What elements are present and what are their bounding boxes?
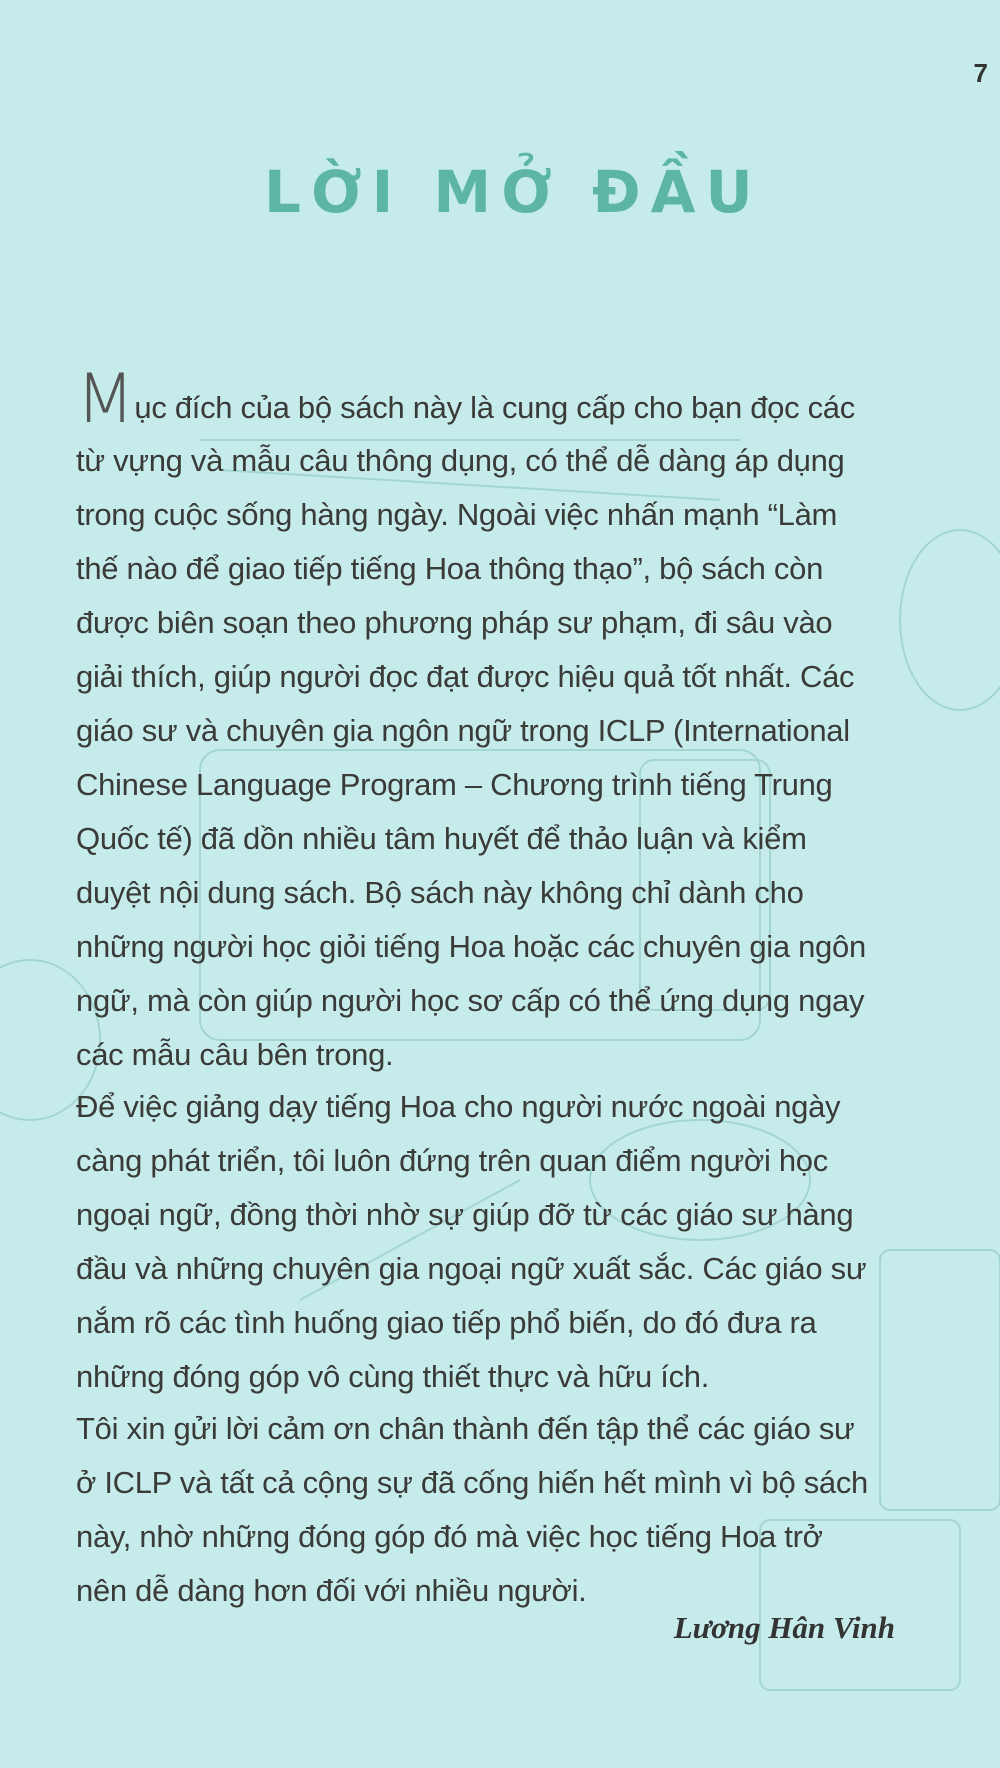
text-line: ngữ, mà còn giúp người học sơ cấp có thể ứng dụng ngay	[76, 983, 865, 1018]
text-line: những đóng góp vô cùng thiết thực và hữu ích.	[76, 1359, 710, 1394]
text-line: ngoại ngữ, đồng thời nhờ sự giúp đỡ từ các giáo sư hàng	[76, 1197, 854, 1232]
text-line: Tôi xin gửi lời cảm ơn chân thành đến tập thể các giáo sư	[76, 1411, 855, 1446]
text-line: càng phát triển, tôi luôn đứng trên quan điểm người học	[76, 1143, 828, 1178]
text-line: thế nào để giao tiếp tiếng Hoa thông thạo”, bộ sách còn	[76, 551, 824, 586]
text-line-content: ục đích của bộ sách này là cung cấp cho bạn đọc các	[134, 390, 855, 425]
text-line: Chinese Language Program – Chương trình tiếng Trung	[76, 767, 833, 802]
text-line: duyệt nội dung sách. Bộ sách này không chỉ dành cho	[76, 875, 804, 910]
text-line: giáo sư và chuyên gia ngôn ngữ trong ICLP (International	[76, 713, 850, 748]
text-line: đầu và những chuyên gia ngoại ngữ xuất sắc. Các giáo sư	[76, 1251, 867, 1286]
text-line: nắm rõ các tình huống giao tiếp phổ biến, do đó đưa ra	[76, 1305, 817, 1340]
drop-cap: M	[76, 360, 135, 439]
page-title: LỜI MỞ ĐẦU	[264, 158, 763, 226]
text-line: được biên soạn theo phương pháp sư phạm, đi sâu vào	[76, 605, 833, 640]
text-line: trong cuộc sống hàng ngày. Ngoài việc nhấn mạnh “Làm	[76, 497, 838, 532]
text-line: này, nhờ những đóng góp đó mà việc học tiếng Hoa trở	[76, 1519, 823, 1554]
text-line: những người học giỏi tiếng Hoa hoặc các chuyên gia ngôn	[76, 929, 866, 964]
text-line: nên dễ dàng hơn đối với nhiều người.	[76, 1573, 587, 1608]
text-line: ở ICLP và tất cả cộng sự đã cống hiến hết mình vì bộ sách	[76, 1465, 868, 1500]
text-line: giải thích, giúp người đọc đạt được hiệu quả tốt nhất. Các	[76, 659, 855, 694]
text-line: Quốc tế) đã dồn nhiều tâm huyết để thảo luận và kiểm	[76, 821, 807, 856]
paragraph-3	[76, 1402, 916, 1618]
text-line: các mẫu câu bên trong.	[76, 1037, 394, 1072]
paragraph-1	[76, 360, 916, 1082]
page-number: 7	[973, 58, 988, 88]
text-line: Để việc giảng dạy tiếng Hoa cho người nước ngoài ngày	[76, 1089, 841, 1124]
text-line	[76, 360, 916, 439]
text-line: từ vựng và mẫu câu thông dụng, có thể dễ dàng áp dụng	[76, 443, 845, 478]
author-signature: Lương Hân Vinh	[673, 1610, 895, 1645]
paragraph-2	[76, 1080, 916, 1404]
